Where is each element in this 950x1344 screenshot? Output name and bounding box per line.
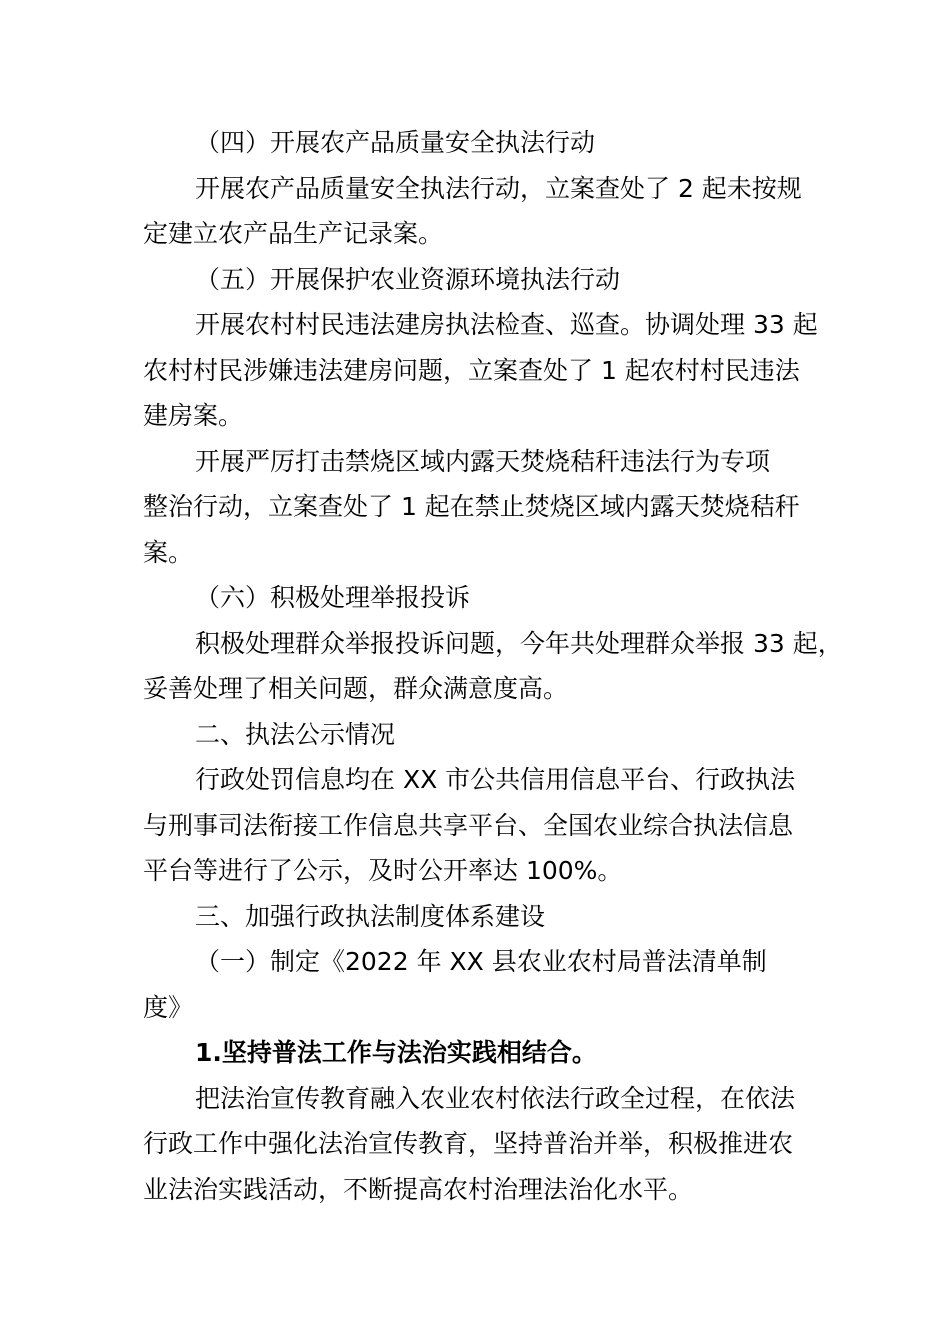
heading-section-5: （五）开展保护农业资源环境执法行动 <box>195 264 621 294</box>
paragraph-line: 案。 <box>143 537 194 567</box>
paragraph-line: 开展严厉打击禁烧区域内露天焚烧秸秆违法行为专项 <box>195 446 771 476</box>
paragraph-line: 平台等进行了公示，及时公开率达 100%。 <box>143 856 623 885</box>
paragraph-line: 开展农产品质量安全执法行动，立案查处了 2 起未按规 <box>195 173 802 203</box>
paragraph-line: 整治行动，立案查处了 1 起在禁止焚烧区域内露天焚烧秸秆 <box>143 492 800 521</box>
paragraph-line: 把法治宣传教育融入农业农村依法行政全过程，在依法 <box>195 1083 796 1113</box>
document-body <box>143 120 843 1212</box>
heading-subsection-1: （一）制定《2022 年 XX 县农业农村局普法清单制 <box>195 947 767 976</box>
heading-subsection-1-cont: 度》 <box>143 992 194 1022</box>
paragraph-line: 与刑事司法衔接工作信息共享平台、全国农业综合执法信息 <box>143 810 794 840</box>
heading-section-4: （四）开展农产品质量安全执法行动 <box>195 128 596 157</box>
paragraph-line: 积极处理群众举报投诉问题，今年共处理群众举报 33 起， <box>195 628 843 658</box>
heading-section-6: （六）积极处理举报投诉 <box>195 583 471 612</box>
paragraph-line: 定建立农产品生产记录案。 <box>143 219 444 248</box>
paragraph-line: 妥善处理了相关问题，群众满意度高。 <box>143 674 569 703</box>
paragraph-line: 建房案。 <box>143 401 244 430</box>
bold-heading-item-1: 1.坚持普法工作与法治实践相结合。 <box>195 1038 597 1067</box>
paragraph-line: 农村村民涉嫌违法建房问题，立案查处了 1 起农村村民违法 <box>143 355 800 385</box>
paragraph-line: 行政工作中强化法治宣传教育，坚持普治并举，积极推进农 <box>143 1129 794 1158</box>
heading-part-2: 二、执法公示情况 <box>195 719 396 749</box>
heading-part-3: 三、加强行政执法制度体系建设 <box>195 901 546 931</box>
paragraph-line: 业法治实践活动，不断提高农村治理法治化水平。 <box>143 1174 694 1204</box>
paragraph-line: 开展农村村民违法建房执法检查、巡查。协调处理 33 起 <box>195 310 818 339</box>
paragraph-line: 行政处罚信息均在 XX 市公共信用信息平台、行政执法 <box>195 765 796 794</box>
